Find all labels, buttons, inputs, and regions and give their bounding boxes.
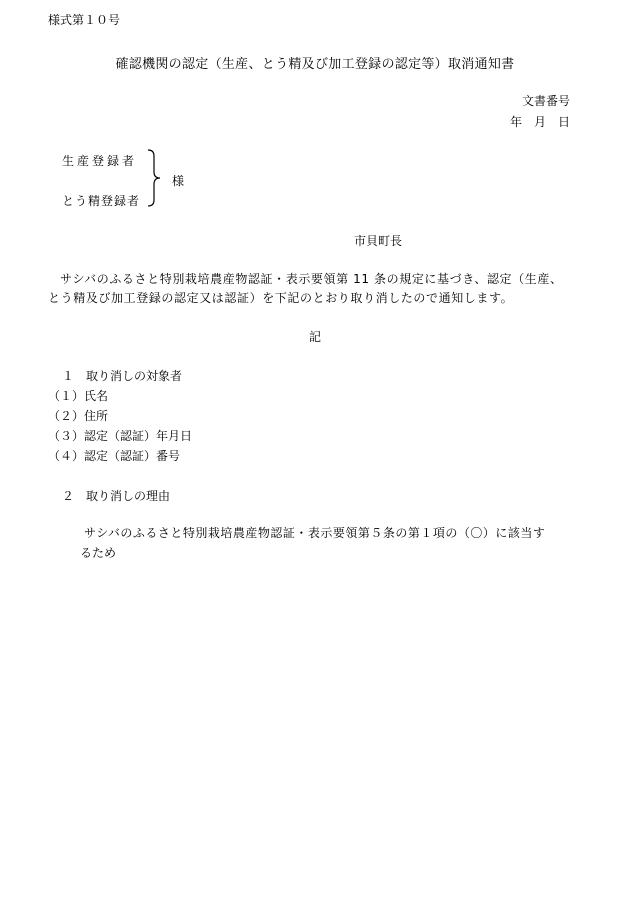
document-title: 確認機関の認定（生産、とう精及び加工登録の認定等）取消通知書 [115,57,515,72]
ki-heading: 記 [308,330,321,344]
body-text-line-1: サシバのふるさと特別栽培農産物認証・表示要領第 11 条の規定に基づき、認定（生産、 [60,272,563,286]
addressee-brace [146,148,166,208]
form-number: 様式第１０号 [48,13,121,27]
section-1-item-number: （４）認定（認証）番号 [48,449,181,463]
section-1-item-date: （３）認定（認証）年月日 [48,429,193,443]
reason-text-line-1: サシバのふるさと特別栽培農産物認証・表示要領第５条の第１項の（〇）に該当す [84,526,546,540]
section-2-heading: ２ 取り消しの理由 [62,489,171,503]
document-number-label: 文書番号 [521,94,570,108]
body-text-line-2: とう精及び加工登録の認定又は認証）を下記のとおり取り消したので通知します。 [48,291,514,305]
addressee-production-registrant: 生産登録者 [62,154,138,168]
honorific-sama: 様 [172,174,185,188]
issuer-mayor: 市貝町長 [354,234,403,248]
section-1-item-name: （１）氏名 [48,389,109,403]
date-label: 年 月 日 [509,115,570,129]
section-1-item-address: （２）住所 [48,409,109,423]
section-1-heading: １ 取り消しの対象者 [62,369,183,383]
addressee-polishing-registrant: とう精登録者 [62,194,141,208]
reason-text-line-2: るため [80,546,117,560]
